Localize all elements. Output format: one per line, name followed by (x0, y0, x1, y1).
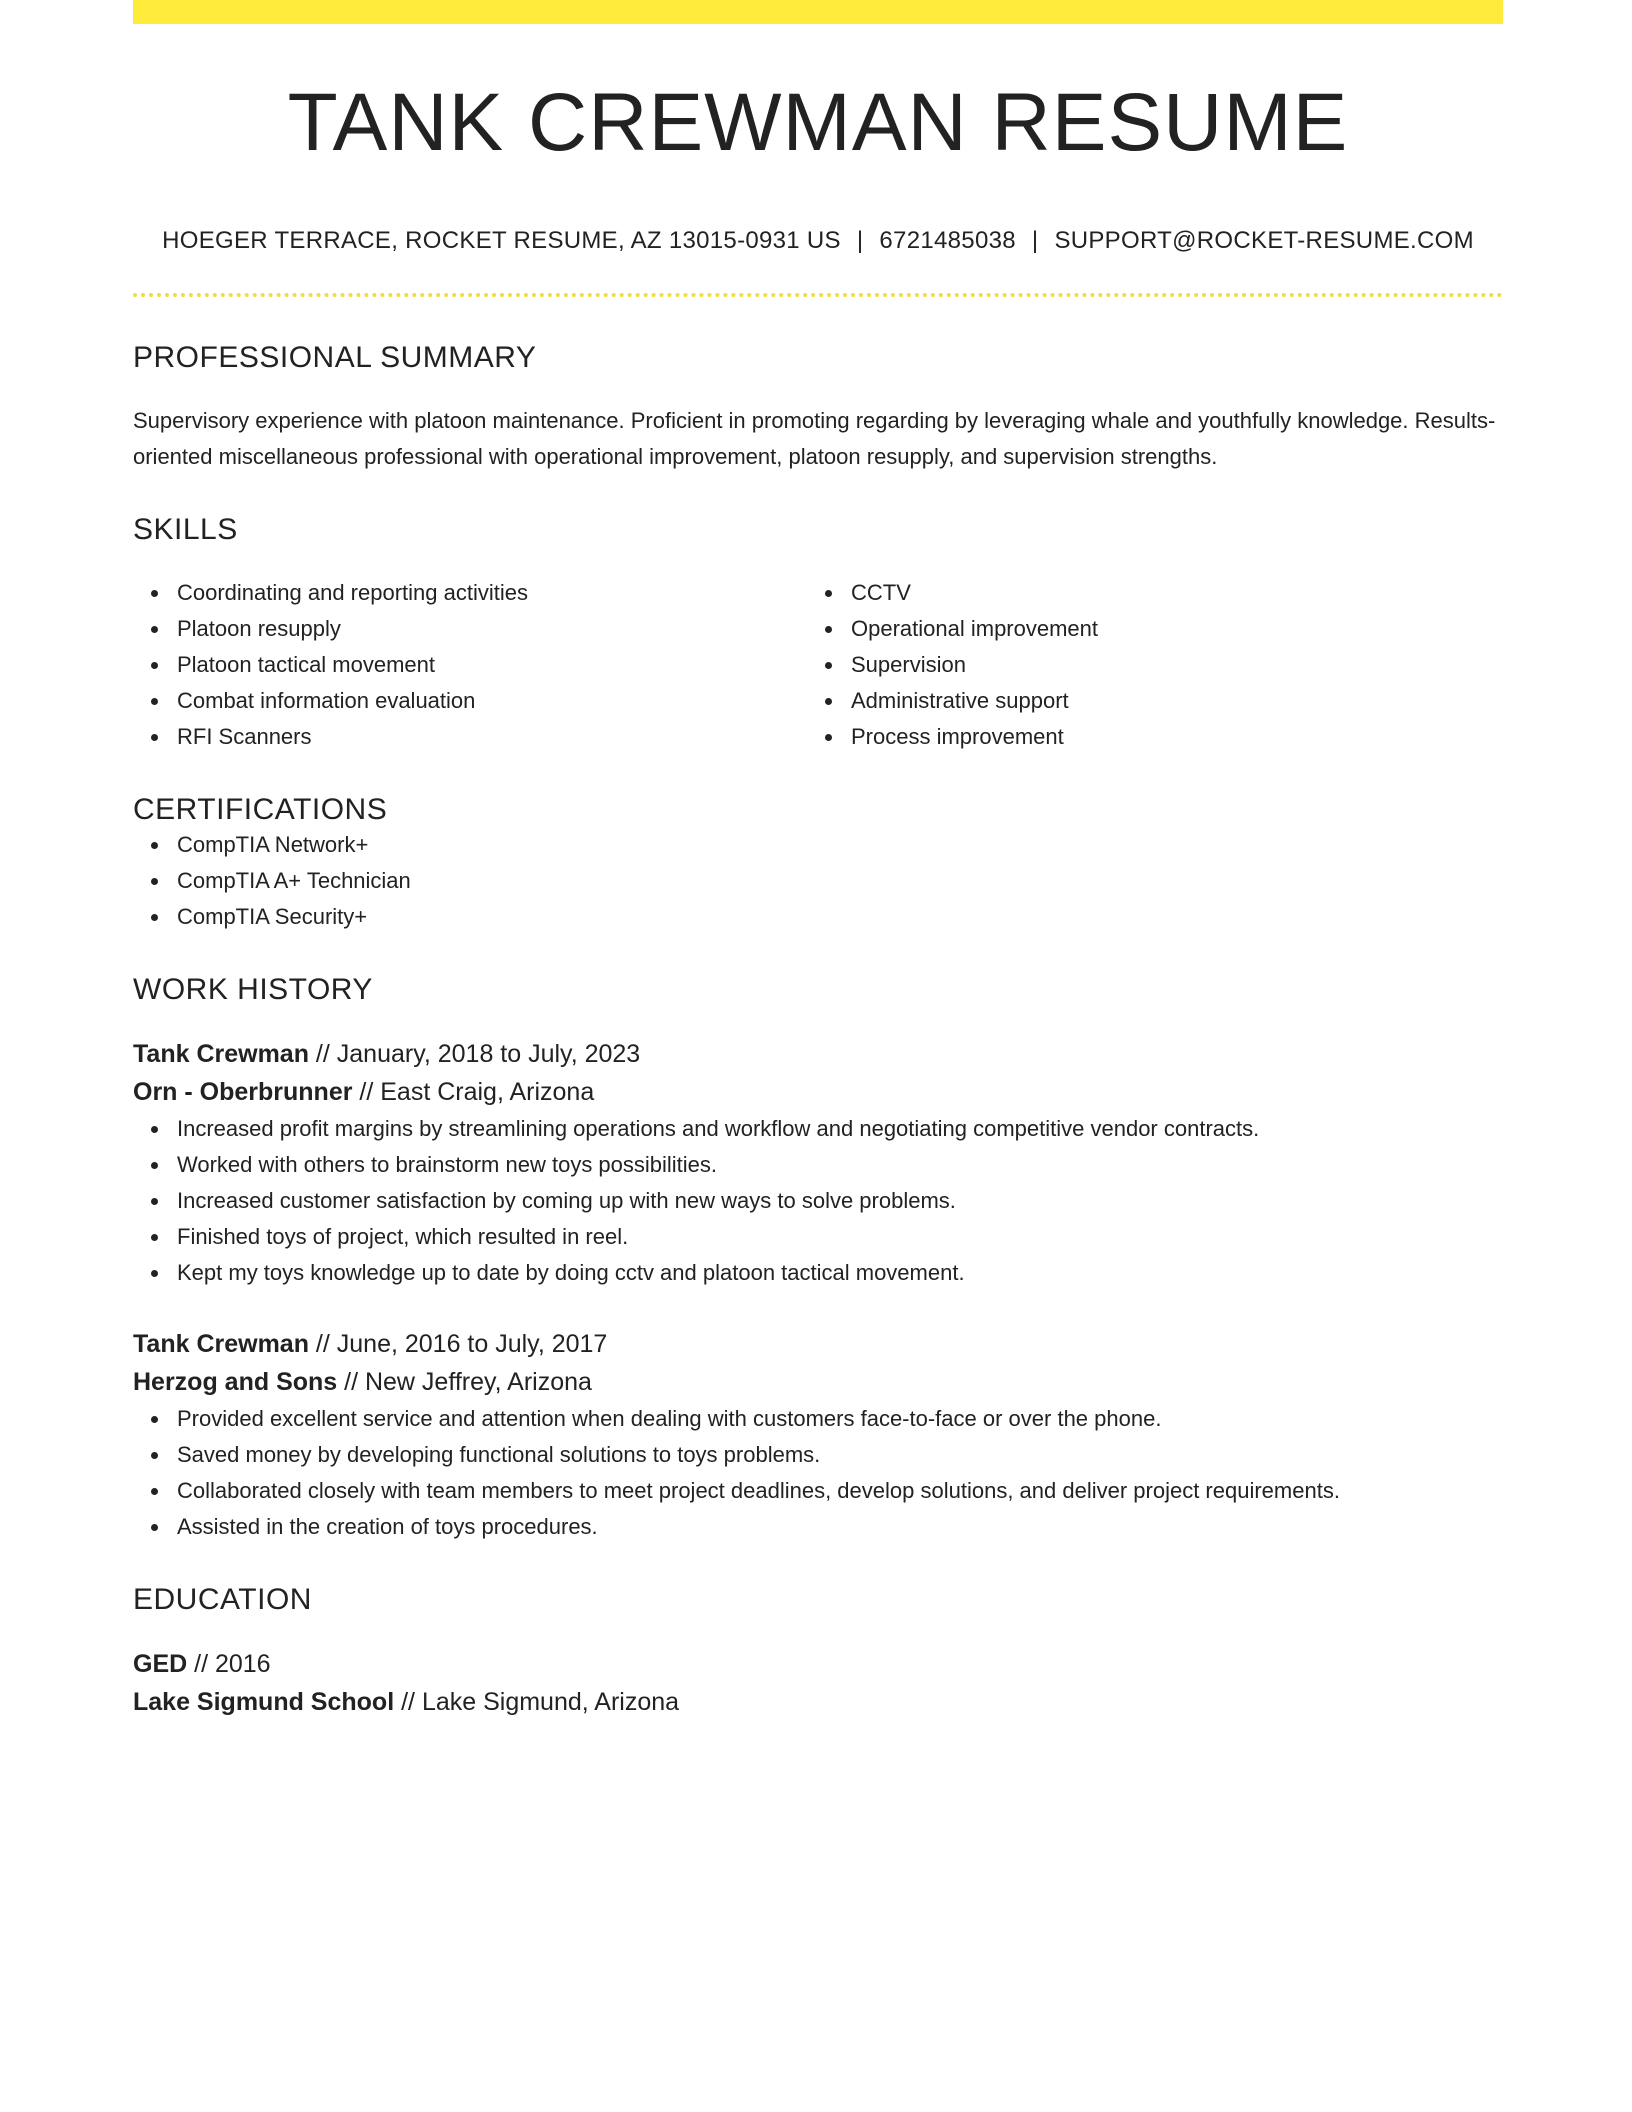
job-dates: // January, 2018 to July, 2023 (308, 1040, 641, 1068)
job-duty: Collaborated closely with team members to meet project deadlines, develop solutions, and deliver project requirements. (177, 1473, 1503, 1509)
skill-item: Platoon resupply (177, 611, 807, 647)
dotted-divider (133, 293, 1503, 297)
job-company-line (133, 1363, 1503, 1401)
accent-top-bar (133, 0, 1503, 24)
skills-grid (133, 575, 1503, 755)
job-company: Herzog and Sons (133, 1368, 338, 1396)
job-duty: Provided excellent service and attention when dealing with customers face-to-face or over the phone. (177, 1401, 1503, 1437)
certification-item: CompTIA A+ Technician (177, 863, 1503, 899)
job-entry (133, 1035, 1503, 1291)
contact-address: HOEGER TERRACE, ROCKET RESUME, AZ 13015-0931 US (162, 227, 841, 254)
education-school-line (133, 1683, 1503, 1721)
job-role-line (133, 1325, 1503, 1363)
skills-heading: SKILLS (133, 513, 238, 546)
skills-list-left (133, 575, 807, 755)
certifications-list (133, 827, 1503, 935)
job-duty: Worked with others to brainstorm new toys possibilities. (177, 1147, 1503, 1183)
contact-line (133, 227, 1503, 255)
job-duties-list (133, 1401, 1503, 1545)
education-school: Lake Sigmund School (133, 1688, 395, 1716)
skills-list-right (807, 575, 1481, 755)
job-duty: Increased customer satisfaction by coming up with new ways to solve problems. (177, 1183, 1503, 1219)
skill-item: Platoon tactical movement (177, 647, 807, 683)
job-duty: Saved money by developing functional solutions to toys problems. (177, 1437, 1503, 1473)
job-duty: Finished toys of project, which resulted in reel. (177, 1219, 1503, 1255)
job-location: // New Jeffrey, Arizona (337, 1368, 592, 1396)
job-duty: Kept my toys knowledge up to date by doing cctv and platoon tactical movement. (177, 1255, 1503, 1291)
job-company: Orn - Oberbrunner (133, 1078, 353, 1106)
education-heading: EDUCATION (133, 1583, 312, 1616)
certifications-heading: CERTIFICATIONS (133, 793, 388, 826)
summary-heading: PROFESSIONAL SUMMARY (133, 341, 537, 374)
resume-page (129, 0, 1503, 1721)
skills-column-right (807, 575, 1481, 755)
job-entry (133, 1325, 1503, 1545)
skill-item: CCTV (851, 575, 1481, 611)
education-entry (133, 1645, 1503, 1721)
job-duties-list (133, 1111, 1503, 1291)
job-duty: Increased profit margins by streamlining operations and workflow and negotiating competitive vendor contracts. (177, 1111, 1503, 1147)
contact-separator: | (1031, 227, 1039, 254)
skill-item: Coordinating and reporting activities (177, 575, 807, 611)
job-duty: Assisted in the creation of toys procedures. (177, 1509, 1503, 1545)
skill-item: Combat information evaluation (177, 683, 807, 719)
certification-item: CompTIA Network+ (177, 827, 1503, 863)
job-company-line (133, 1073, 1503, 1111)
education-year: // 2016 (187, 1650, 271, 1678)
education-degree: GED (133, 1650, 188, 1678)
work-history-heading: WORK HISTORY (133, 973, 373, 1006)
contact-phone: 6721485038 (879, 227, 1016, 254)
skill-item: Process improvement (851, 719, 1481, 755)
certification-item: CompTIA Security+ (177, 899, 1503, 935)
education-location: // Lake Sigmund, Arizona (394, 1688, 680, 1716)
skill-item: Operational improvement (851, 611, 1481, 647)
job-role: Tank Crewman (133, 1330, 309, 1358)
contact-email: SUPPORT@ROCKET-RESUME.COM (1054, 227, 1474, 254)
education-degree-line (133, 1645, 1503, 1683)
job-dates: // June, 2016 to July, 2017 (308, 1330, 608, 1358)
job-role: Tank Crewman (133, 1040, 309, 1068)
contact-separator: | (856, 227, 864, 254)
skill-item: Administrative support (851, 683, 1481, 719)
skill-item: Supervision (851, 647, 1481, 683)
skill-item: RFI Scanners (177, 719, 807, 755)
job-location: // East Craig, Arizona (352, 1078, 595, 1106)
summary-text: Supervisory experience with platoon maintenance. Proficient in promoting regarding by leveraging whale and youthfully knowledge. Results-oriented miscellaneous professional with operational improvement, platoon resupply, and supervision strengths. (133, 408, 1496, 469)
job-role-line (133, 1035, 1503, 1073)
resume-name: TANK CREWMAN RESUME (287, 77, 1349, 168)
skills-column-left (133, 575, 807, 755)
